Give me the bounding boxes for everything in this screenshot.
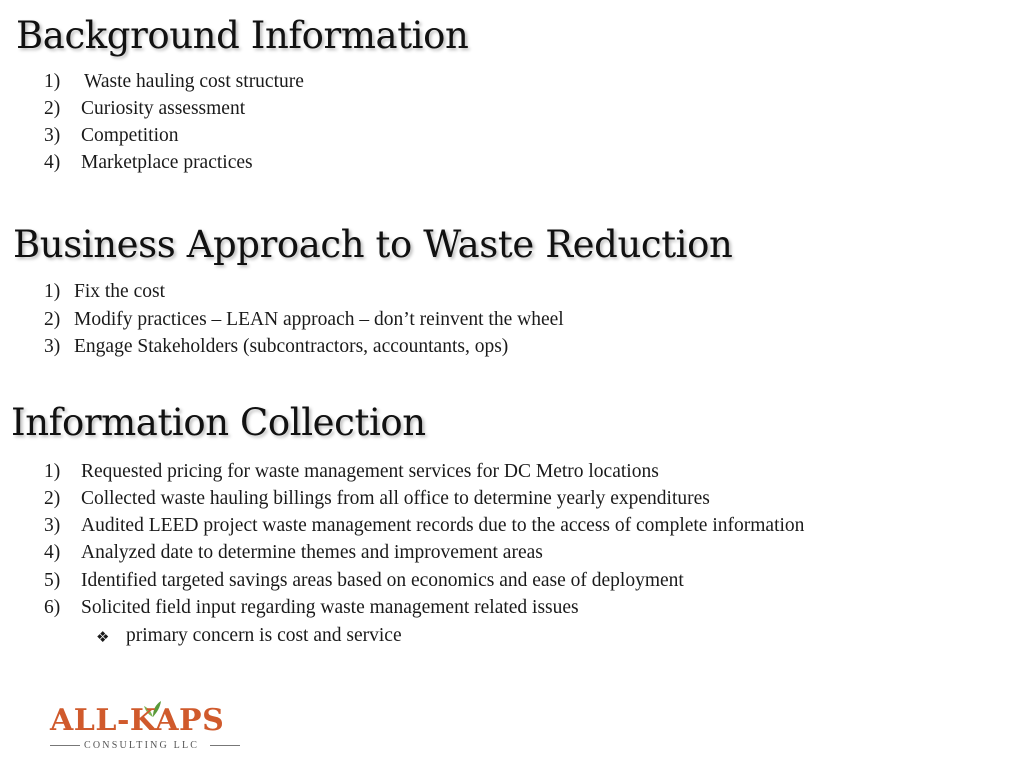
logo-tagline: CONSULTING LLC <box>84 740 200 751</box>
diamond-bullet-icon: ❖ <box>96 628 110 646</box>
section-heading: Background Information <box>16 14 469 57</box>
logo-rule-left <box>50 745 80 746</box>
logo-rule-right <box>210 745 240 746</box>
section-heading: Business Approach to Waste Reduction <box>13 223 733 266</box>
section-heading: Information Collection <box>11 401 426 444</box>
logo-wordmark: ALL-KAPS <box>50 703 225 738</box>
company-logo <box>50 703 245 755</box>
